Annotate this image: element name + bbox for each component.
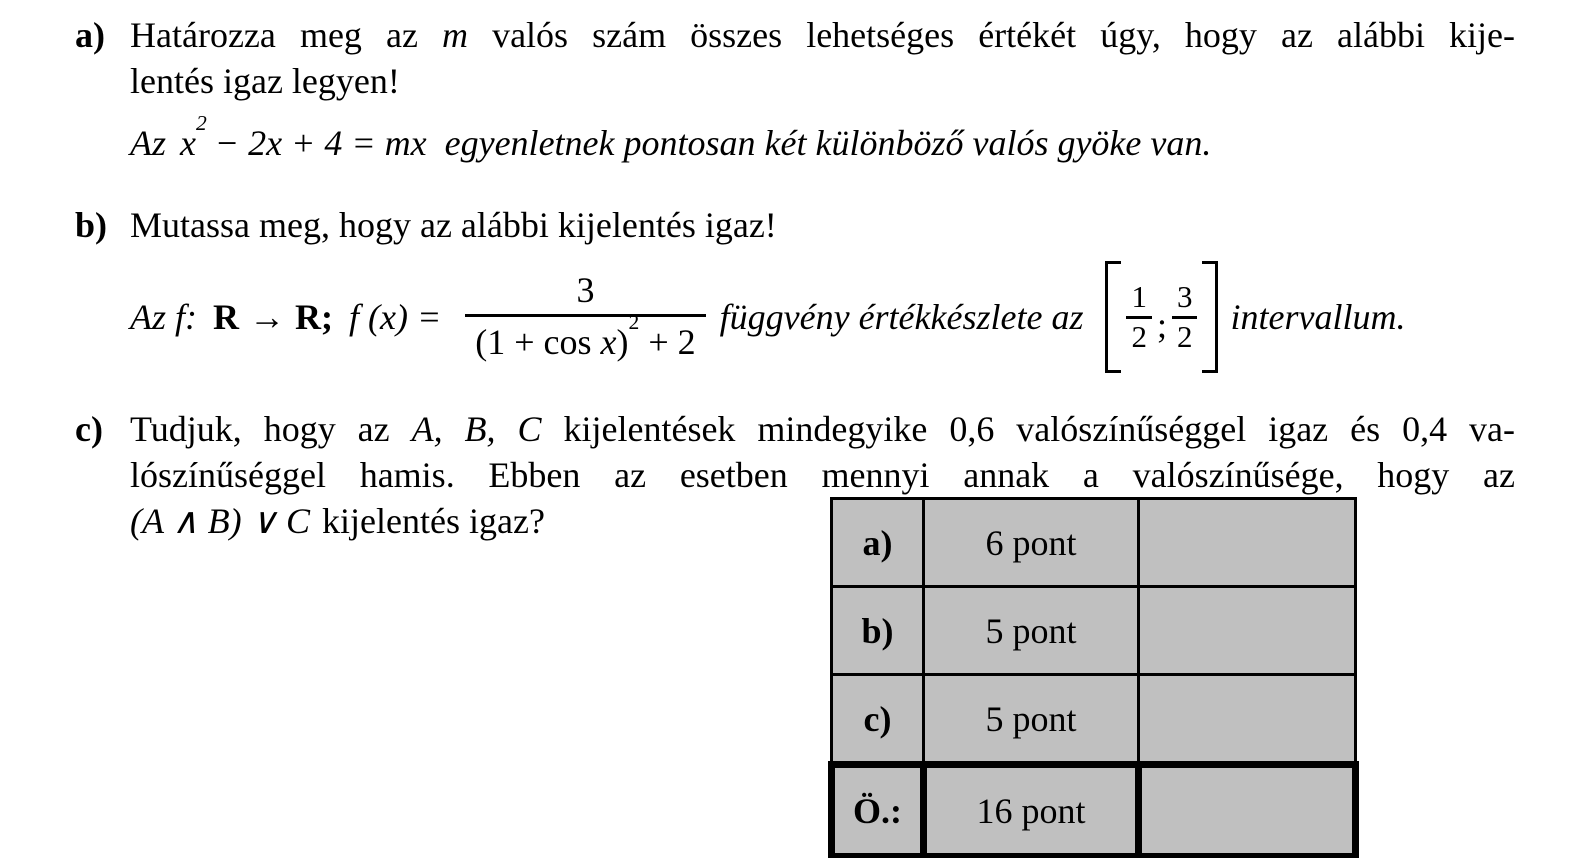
interval-fraction-2-denominator: 2	[1172, 316, 1198, 354]
part-c-label: c)	[75, 409, 103, 449]
formula-fraction	[465, 271, 705, 362]
score-row-c-points: 5 pont	[924, 675, 1139, 765]
score-row-a	[832, 499, 1356, 587]
denominator-tail: + 2	[639, 322, 696, 362]
part-a-line1	[130, 12, 1515, 58]
part-c-line2: lószínűséggel hamis. Ebben az esetben mennyi annak a valószínűsége, hogy az	[130, 455, 1515, 495]
formula-tail: intervallum.	[1230, 297, 1406, 337]
score-row-c-label: c)	[832, 675, 924, 765]
denominator-close: )	[616, 322, 629, 362]
interval-fraction-1-denominator: 2	[1126, 316, 1152, 354]
section-part-b	[0, 202, 1571, 376]
interval-separator: ;	[1156, 305, 1167, 345]
part-c-line1	[130, 406, 1515, 452]
interval-fraction-2	[1172, 278, 1198, 354]
fraction-denominator	[465, 310, 705, 363]
score-row-a-score-cell	[1139, 499, 1356, 587]
score-row-a-points: 6 pont	[924, 499, 1139, 587]
fraction-numerator: 3	[576, 270, 595, 311]
part-a-line1-post: valós szám összes lehetséges értékét úgy, hogy az alábbi kije-	[468, 15, 1515, 55]
statement-a-variable-x: x	[180, 123, 196, 163]
formula-fx-equals: f (x) =	[349, 297, 442, 337]
part-c-line3-text: kijelentés igaz?	[322, 501, 545, 541]
formula-set-R1: R	[213, 297, 239, 337]
interval-fraction-1-numerator: 1	[1131, 278, 1147, 314]
part-b-line1: Mutassa meg, hogy az alábbi kijelentés igaz!	[130, 205, 777, 245]
score-row-total-label: Ö.:	[832, 765, 924, 857]
score-row-c	[832, 675, 1356, 765]
interval-fraction-2-numerator: 3	[1176, 278, 1193, 314]
part-b-content	[130, 202, 1515, 376]
part-c-line1-pre: Tudjuk, hogy az	[130, 409, 412, 449]
interval-left-bracket	[1105, 261, 1121, 373]
interval-notation	[1105, 261, 1218, 373]
part-a-line2: lentés igaz legyen!	[130, 61, 400, 101]
score-row-b	[832, 587, 1356, 675]
part-b-statement-formula	[130, 258, 1515, 376]
part-c-line1-post: kijelentések mindegyike 0,6 valószínűséggel igaz és 0,4 va-	[541, 409, 1516, 449]
part-a-label: a)	[75, 15, 105, 55]
interval-right-bracket	[1202, 261, 1218, 373]
part-c-variables: A, B, C	[411, 409, 542, 449]
score-row-total	[832, 765, 1356, 857]
denominator-variable-x: x	[600, 322, 617, 362]
statement-a-tail: egyenletnek pontosan két különböző valós gyöke van.	[444, 123, 1212, 163]
score-row-total-score-cell	[1139, 765, 1356, 857]
part-a-variable-m: m	[442, 15, 469, 55]
statement-a-expression: − 2x + 4 = mx	[214, 123, 427, 163]
score-row-c-score-cell	[1139, 675, 1356, 765]
score-row-total-points: 16 pont	[924, 765, 1139, 857]
section-part-a	[0, 0, 1571, 172]
statement-a-lead: Az	[130, 123, 166, 163]
maps-to-arrow: →	[249, 297, 285, 337]
logic-expression: (A ∧ B) ∨ C	[130, 501, 311, 541]
formula-lead: Az f:	[130, 297, 197, 337]
denominator-open: (1 + cos	[475, 322, 601, 362]
score-row-b-points: 5 pont	[924, 587, 1139, 675]
score-table	[828, 497, 1359, 858]
formula-set-R2: R	[295, 297, 321, 337]
score-row-a-label: a)	[832, 499, 924, 587]
formula-semicolon: ;	[321, 297, 333, 337]
score-row-b-score-cell	[1139, 587, 1356, 675]
interval-fraction-1	[1126, 278, 1152, 354]
part-b-label: b)	[75, 205, 108, 245]
score-row-b-label: b)	[832, 587, 924, 675]
denominator-exponent: 2	[628, 310, 640, 335]
part-a-content	[130, 12, 1515, 172]
interval-content	[1121, 261, 1202, 373]
statement-a-exponent: 2	[195, 111, 207, 136]
formula-mid-text: függvény értékkészlete az	[719, 297, 1084, 337]
part-a-statement	[130, 111, 1515, 166]
part-a-line1-pre: Határozza meg az	[130, 15, 443, 55]
